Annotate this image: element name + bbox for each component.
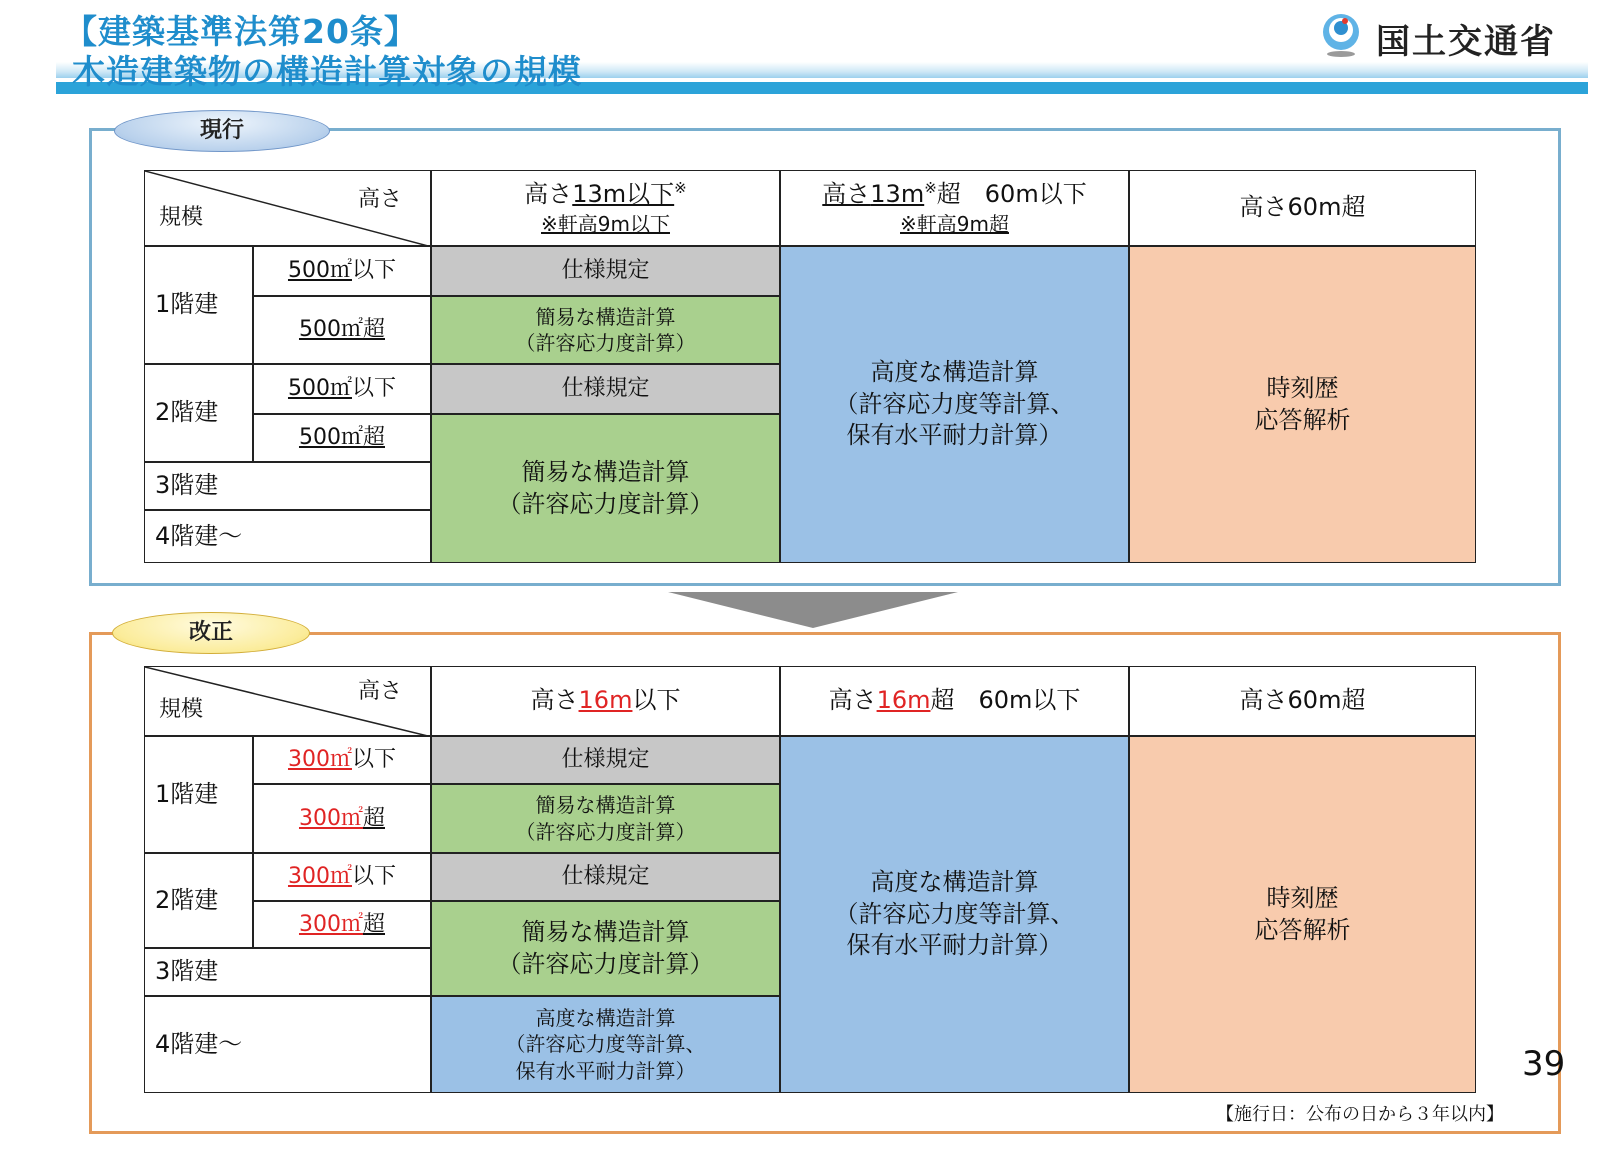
- mlit-logo-mark-icon: [1318, 12, 1364, 58]
- header-col-low-value: 16m: [578, 686, 633, 715]
- advanced-line1: 高度な構造計算: [870, 357, 1039, 386]
- advanced-line3: 保有水平耐力計算）: [515, 1058, 696, 1083]
- advanced-line1: 高度な構造計算: [870, 867, 1039, 896]
- header-col-low: [431, 170, 780, 246]
- current-table: [144, 170, 1476, 563]
- row-area-le-storey1: [253, 736, 431, 784]
- simple-line1: 簡易な構造計算: [535, 304, 676, 329]
- area-suffix: 超: [362, 425, 385, 451]
- row-label-storey4: 4階建～: [144, 510, 431, 563]
- header-col-mid-suffix: 超 60m以下: [936, 179, 1087, 208]
- row-label-storey2: 2階建: [144, 853, 253, 948]
- area-suffix: 超: [362, 805, 385, 831]
- area-value: 500㎡: [298, 425, 363, 451]
- cell-advanced: [780, 246, 1129, 563]
- row-area-le-storey2: [253, 364, 431, 414]
- down-arrow-icon: [668, 592, 958, 628]
- area-suffix: 以下: [351, 747, 396, 773]
- row-area-le-storey2: [253, 853, 431, 901]
- advanced-line2: （許容応力度等計算、: [834, 389, 1075, 418]
- row-area-gt-storey2: [253, 901, 431, 948]
- timehistory-line1: 時刻歴: [1266, 883, 1339, 912]
- header-col-high: 高さ60m超: [1129, 170, 1476, 246]
- cell-timehistory: [1129, 736, 1476, 1093]
- timehistory-line2: 応答解析: [1254, 915, 1351, 944]
- header-col-mid-suffix: 超 60m以下: [930, 686, 1081, 715]
- header-col-low-suffix: 以下: [632, 686, 681, 715]
- row-area-gt-storey1: [253, 784, 431, 853]
- advanced-line3: 保有水平耐力計算）: [846, 931, 1063, 960]
- header-col-low-value: 13m以下: [572, 179, 675, 208]
- cell-simple-storey1: [431, 784, 780, 853]
- row-label-storey4: 4階建～: [144, 996, 431, 1093]
- header-col-high: 高さ60m超: [1129, 666, 1476, 736]
- header-height-label: 高さ: [357, 679, 402, 704]
- simple-line1: 簡易な構造計算: [521, 917, 690, 946]
- cell-advanced: [780, 736, 1129, 1093]
- cell-spec-storey2: 仕様規定: [431, 853, 780, 901]
- header-col-low-prefix: 高さ: [524, 179, 573, 208]
- advanced-line2: （許容応力度等計算、: [505, 1032, 706, 1057]
- area-value: 300㎡: [298, 805, 363, 831]
- header-corner-cell: [144, 170, 431, 246]
- header-col-mid-prefix: 高さ: [828, 686, 877, 715]
- simple-line2: （許容応力度計算）: [497, 489, 714, 518]
- simple-line2: （許容応力度計算）: [497, 949, 714, 978]
- area-suffix: 以下: [351, 258, 396, 284]
- simple-line1: 簡易な構造計算: [535, 793, 676, 818]
- slide-title-line1: 【建築基準法第20条】: [64, 12, 418, 51]
- mlit-logo: [1318, 10, 1598, 64]
- header-col-mid-note: ※軒高9m超: [900, 211, 1009, 236]
- header-height-label: 高さ: [357, 187, 402, 212]
- timehistory-line1: 時刻歴: [1266, 373, 1339, 402]
- header-corner-cell: [144, 666, 431, 736]
- area-value: 300㎡: [298, 911, 363, 937]
- advanced-line2: （許容応力度等計算、: [834, 899, 1075, 928]
- cell-spec-storey1: 仕様規定: [431, 246, 780, 296]
- header-scale-label: 規模: [159, 205, 204, 230]
- header-col-mid-value: 16m: [876, 686, 931, 715]
- row-area-le-storey1: [253, 246, 431, 296]
- header-col-mid-mark: ※: [924, 178, 937, 197]
- current-badge: 現行: [114, 110, 330, 152]
- header-col-low-prefix: 高さ: [530, 686, 579, 715]
- slide-title-line2: 木造建築物の構造計算対象の規模: [72, 52, 582, 91]
- timehistory-line2: 応答解析: [1254, 405, 1351, 434]
- cell-simple-storey2-3: [431, 901, 780, 996]
- header-col-low-mark: ※: [674, 178, 687, 197]
- row-label-storey2: 2階建: [144, 364, 253, 462]
- header-col-mid-value: 13m: [870, 179, 925, 208]
- header-col-low: [431, 666, 780, 736]
- revised-table: [144, 666, 1476, 1093]
- cell-spec-storey1: 仕様規定: [431, 736, 780, 784]
- area-value: 300㎡: [287, 747, 352, 773]
- header-col-mid-prefix: 高さ: [822, 179, 871, 208]
- cell-simple-storey2-4: [431, 414, 780, 563]
- cell-advanced-storey4: [431, 996, 780, 1093]
- row-area-gt-storey2: [253, 414, 431, 462]
- area-value: 500㎡: [287, 258, 352, 284]
- cell-simple-storey1: [431, 296, 780, 364]
- row-label-storey1: 1階建: [144, 246, 253, 364]
- cell-spec-storey2: 仕様規定: [431, 364, 780, 414]
- advanced-line1: 高度な構造計算: [535, 1005, 676, 1030]
- revised-badge: 改正: [112, 612, 310, 654]
- area-value: 300㎡: [287, 864, 352, 890]
- simple-line2: （許容応力度計算）: [515, 819, 696, 844]
- header-col-mid: [780, 666, 1129, 736]
- area-value: 500㎡: [298, 317, 363, 343]
- area-suffix: 超: [362, 911, 385, 937]
- header-col-mid: [780, 170, 1129, 246]
- header-scale-label: 規模: [159, 697, 204, 722]
- effective-date-note: 【施行日：公布の日から３年以内】: [1216, 1104, 1504, 1125]
- area-suffix: 超: [362, 317, 385, 343]
- mlit-logo-text: 国土交通省: [1376, 22, 1556, 62]
- area-suffix: 以下: [351, 864, 396, 890]
- area-suffix: 以下: [351, 376, 396, 402]
- row-label-storey3: 3階建: [144, 462, 431, 510]
- simple-line1: 簡易な構造計算: [521, 457, 690, 486]
- row-label-storey1: 1階建: [144, 736, 253, 853]
- page-number: 39: [1522, 1044, 1566, 1084]
- row-label-storey3: 3階建: [144, 948, 431, 996]
- simple-line2: （許容応力度計算）: [515, 331, 696, 355]
- area-value: 500㎡: [287, 376, 352, 402]
- advanced-line3: 保有水平耐力計算）: [846, 421, 1063, 450]
- row-area-gt-storey1: [253, 296, 431, 364]
- cell-timehistory: [1129, 246, 1476, 563]
- header-col-low-note: ※軒高9m以下: [541, 211, 670, 236]
